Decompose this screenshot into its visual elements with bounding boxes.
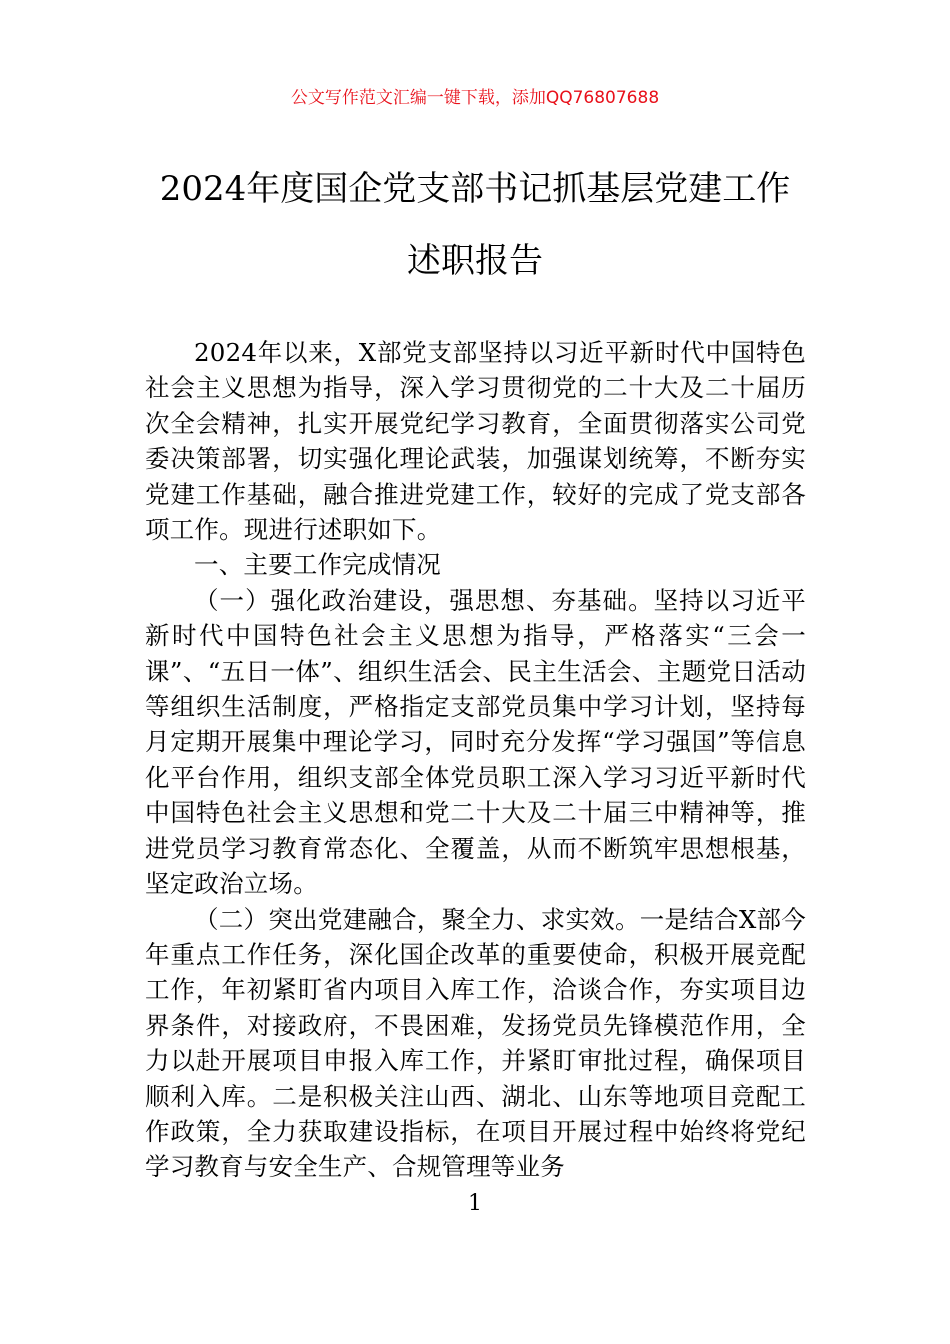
document-title-line-2: 述职报告 <box>407 241 543 281</box>
document-body <box>145 335 806 1185</box>
document-title <box>100 166 850 284</box>
document-title-line-1: 2024年度国企党支部书记抓基层党建工作 <box>159 169 791 209</box>
paragraph-intro: 2024年以来，X部党支部坚持以习近平新时代中国特色社会主义思想为指导，深入学习贯彻党的二十大及二十届历次全会精神，扎实开展党纪学习教育，全面贯彻落实公司党委决策部署，切实强化理论武装，加强谋划统筹，不断夯实党建工作基础，融合推进党建工作，较好的完成了党支部各项工作。现进行述职如下。 <box>145 338 806 545</box>
paragraph-party-integration: （二）突出党建融合，聚全力、求实效。一是结合X部今年重点工作任务，深化国企改革的重要使命，积极开展竞配工作，年初紧盯省内项目入库工作，洽谈合作，夯实项目边界条件，对接政府，不畏困难，发扬党员先锋模范作用，全力以赴开展项目申报入库工作，并紧盯审批过程，确保项目顺利入库。二是积极关注山西、湖北、山东等地项目竞配工作政策，全力获取建设指标，在项目开展过程中始终将党纪学习教育与安全生产、合规管理等业务 <box>145 904 806 1182</box>
paragraph-political-construction: （一）强化政治建设，强思想、夯基础。坚持以习近平新时代中国特色社会主义思想为指导，严格落实“三会一课”、“五日一体”、组织生活会、民主生活会、主题党日活动等组织生活制度，严格指定支部党员集中学习计划，坚持每月定期开展集中理论学习，同时充分发挥“学习强国”等信息化平台作用，组织支部全体党员职工深入学习习近平新时代中国特色社会主义思想和党二十大及二十届三中精神等，推进党员学习教育常态化、全覆盖，从而不断筑牢思想根基，坚定政治立场。 <box>145 585 806 899</box>
page-number: 1 <box>468 1191 482 1216</box>
section-heading: 一、主要工作完成情况 <box>194 550 441 580</box>
header-ad-banner: 公文写作范文汇编一键下载，添加QQ76807688 <box>290 88 660 108</box>
